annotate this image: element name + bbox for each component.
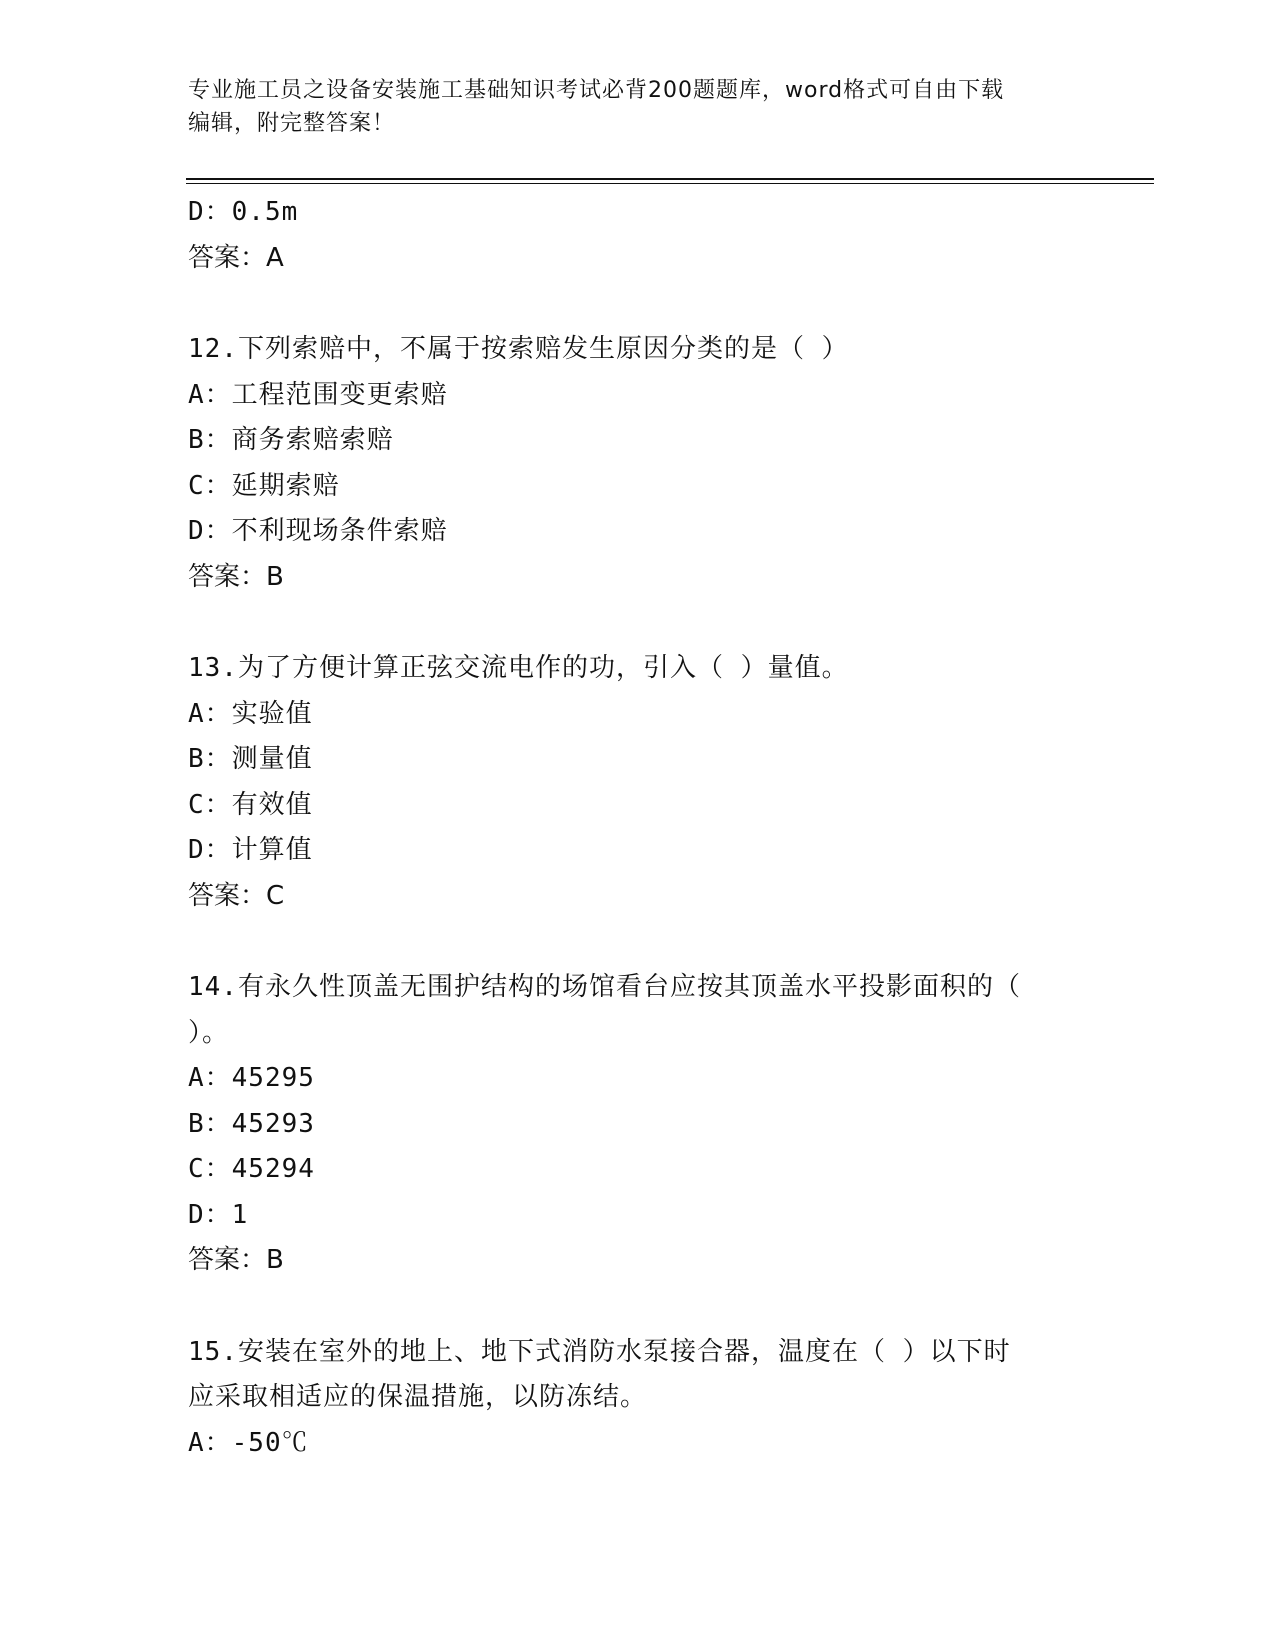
answer: 答案：C (188, 880, 285, 911)
question-stem-line-1: 15.安装在室外的地上、地下式消防水泵接合器，温度在（ ）以下时 (188, 1336, 1011, 1367)
option-c: C：45294 (188, 1154, 315, 1184)
option-d: D：计算值 (188, 835, 313, 865)
question-stem-line-2: ）。 (188, 1017, 230, 1048)
question-11-tail (188, 190, 1088, 281)
header-line-1: 专业施工员之设备安装施工基础知识考试必背200题题库，word格式可自由下载 (188, 78, 1005, 103)
option-a: A：45295 (188, 1063, 315, 1093)
question-stem: 12.下列索赔中，不属于按索赔发生原因分类的是（ ） (188, 334, 849, 364)
question-14 (188, 965, 1088, 1284)
option-d: D：不利现场条件索赔 (188, 516, 448, 546)
option-d: D：0.5m (188, 197, 299, 227)
question-12 (188, 327, 1088, 600)
question-stem: 13.为了方便计算正弦交流电作的功，引入（ ）量值。 (188, 653, 849, 683)
option-a: A：-50℃ (188, 1427, 309, 1458)
option-c: C：有效值 (188, 789, 313, 820)
option-d: D：1 (188, 1199, 249, 1230)
answer: 答案：B (188, 1245, 284, 1275)
answer: 答案：B (188, 561, 284, 592)
question-stem-line-2: 应采取相适应的保温措施，以防冻结。 (188, 1382, 648, 1412)
question-13 (188, 646, 1088, 919)
option-b: B：商务索赔索赔 (188, 425, 394, 455)
option-a: A：实验值 (188, 698, 313, 729)
question-stem-line-1: 14.有永久性顶盖无围护结构的场馆看台应按其顶盖水平投影面积的（ (188, 972, 1021, 1002)
option-b: B：测量值 (188, 744, 313, 774)
question-15 (188, 1330, 1088, 1467)
document-body (188, 190, 1088, 1466)
header-rule-thin (186, 183, 1154, 184)
header-line-2: 编辑，附完整答案！ (188, 111, 396, 136)
answer: 答案：A (188, 242, 284, 273)
page-header (188, 74, 1068, 140)
header-rule-thick (186, 178, 1154, 180)
option-c: C：延期索赔 (188, 470, 340, 501)
option-a: A：工程范围变更索赔 (188, 379, 448, 410)
option-b: B：45293 (188, 1108, 315, 1139)
